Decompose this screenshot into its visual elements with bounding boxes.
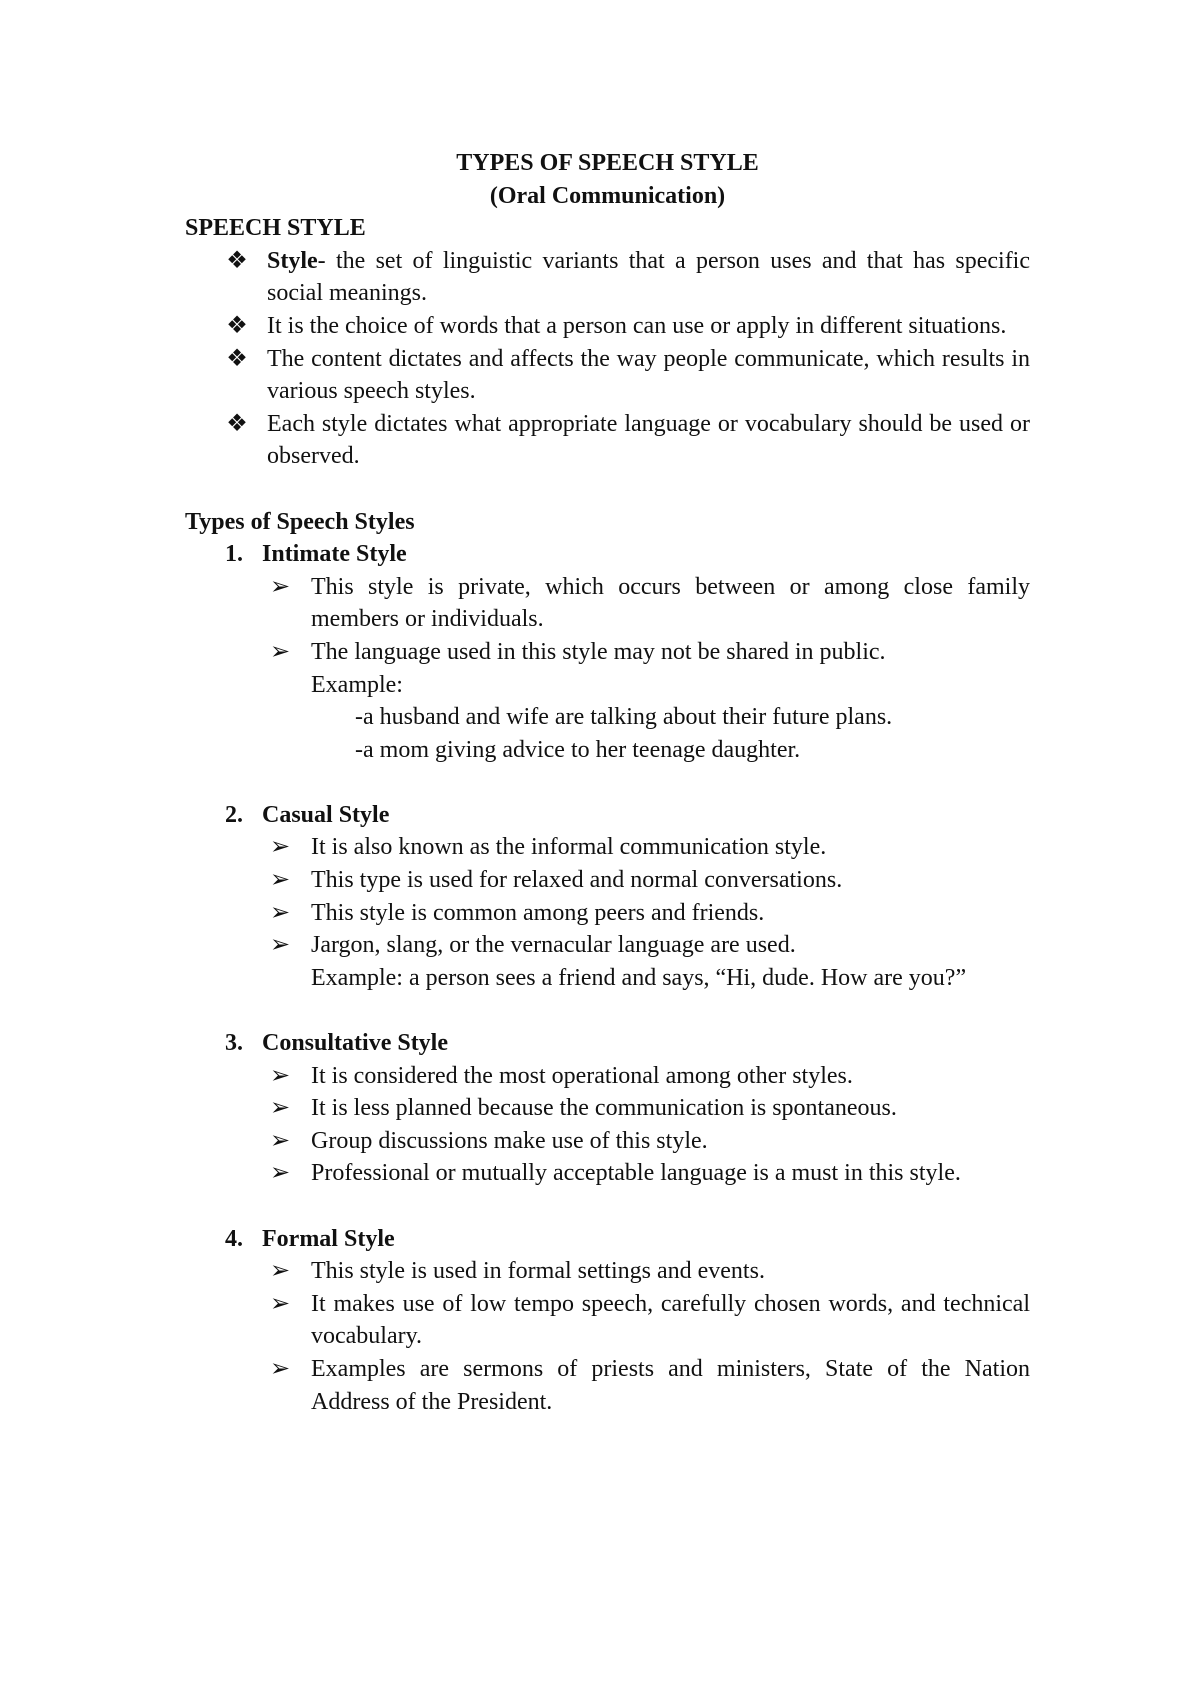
spacer bbox=[185, 994, 1030, 1027]
list-item bbox=[185, 1288, 1030, 1353]
type-heading bbox=[185, 799, 1030, 832]
type-name: Consultative Style bbox=[262, 1030, 448, 1057]
four-diamond-bullet-icon: ❖ bbox=[226, 410, 248, 437]
point-text: It is considered the most operational among other styles. bbox=[311, 1062, 853, 1089]
types-heading: Types of Speech Styles bbox=[185, 508, 415, 535]
type-points bbox=[185, 571, 1030, 669]
list-item bbox=[185, 897, 1030, 930]
definition-text: Each style dictates what appropriate language or vocabulary should be used or observed. bbox=[267, 410, 1030, 470]
type-number: 1. bbox=[225, 541, 243, 568]
point-text: This type is used for relaxed and normal conversations. bbox=[311, 867, 843, 894]
arrowhead-bullet-icon: ➢ bbox=[269, 1258, 291, 1285]
document-subtitle: (Oral Communication) bbox=[489, 182, 726, 209]
example-label: Example: bbox=[311, 671, 403, 698]
list-item bbox=[185, 831, 1030, 864]
definition-text: The content dictates and affects the way people communicate, which results in various speech styles. bbox=[267, 345, 1030, 405]
example-item: -a husband and wife are talking about their future plans. bbox=[355, 704, 893, 731]
type-points bbox=[185, 831, 1030, 961]
type-name: Intimate Style bbox=[262, 541, 407, 568]
type-number: 3. bbox=[225, 1030, 243, 1057]
type-number: 2. bbox=[225, 801, 243, 828]
arrowhead-bullet-icon: ➢ bbox=[269, 1355, 291, 1382]
definition-list bbox=[185, 245, 1030, 473]
list-item bbox=[185, 408, 1030, 473]
type-heading bbox=[185, 538, 1030, 571]
spacer bbox=[185, 766, 1030, 799]
example-item: -a mom giving advice to her teenage daughter. bbox=[355, 736, 801, 763]
definition-term: Style bbox=[267, 247, 318, 274]
type-number: 4. bbox=[225, 1225, 243, 1252]
four-diamond-bullet-icon: ❖ bbox=[226, 312, 248, 339]
section-heading: SPEECH STYLE bbox=[185, 215, 366, 242]
arrowhead-bullet-icon: ➢ bbox=[269, 1095, 291, 1122]
type-points bbox=[185, 1255, 1030, 1418]
type-name: Formal Style bbox=[262, 1225, 395, 1252]
four-diamond-bullet-icon: ❖ bbox=[226, 247, 248, 274]
list-item bbox=[185, 571, 1030, 636]
arrowhead-bullet-icon: ➢ bbox=[269, 899, 291, 926]
list-item bbox=[185, 343, 1030, 408]
list-item bbox=[185, 1255, 1030, 1288]
spacer bbox=[185, 473, 1030, 506]
point-text: This style is private, which occurs between or among close family members or individuals. bbox=[311, 573, 1030, 633]
point-text: It is also known as the informal communication style. bbox=[311, 834, 827, 861]
point-text: Group discussions make use of this style. bbox=[311, 1127, 708, 1154]
arrowhead-bullet-icon: ➢ bbox=[269, 1290, 291, 1317]
spacer bbox=[185, 1190, 1030, 1223]
point-text: It is less planned because the communication is spontaneous. bbox=[311, 1095, 897, 1122]
type-consultative-style bbox=[185, 1027, 1030, 1190]
list-item bbox=[185, 1092, 1030, 1125]
arrowhead-bullet-icon: ➢ bbox=[269, 573, 291, 600]
type-heading bbox=[185, 1027, 1030, 1060]
list-item bbox=[185, 636, 1030, 669]
arrowhead-bullet-icon: ➢ bbox=[269, 1160, 291, 1187]
arrowhead-bullet-icon: ➢ bbox=[269, 834, 291, 861]
point-text: Examples are sermons of priests and ministers, State of the Nation Address of the President. bbox=[311, 1355, 1030, 1415]
list-item bbox=[185, 1353, 1030, 1418]
type-heading bbox=[185, 1223, 1030, 1256]
list-item bbox=[185, 245, 1030, 310]
list-item bbox=[185, 864, 1030, 897]
type-intimate-style bbox=[185, 538, 1030, 766]
list-item bbox=[185, 1157, 1030, 1190]
example-inline: Example: a person sees a friend and says, “Hi, dude. How are you?” bbox=[311, 964, 967, 991]
type-casual-style bbox=[185, 799, 1030, 995]
arrowhead-bullet-icon: ➢ bbox=[269, 867, 291, 894]
list-item bbox=[185, 929, 1030, 962]
list-item bbox=[185, 1060, 1030, 1093]
arrowhead-bullet-icon: ➢ bbox=[269, 1062, 291, 1089]
document-body bbox=[185, 147, 1030, 1418]
point-text: Jargon, slang, or the vernacular language are used. bbox=[311, 932, 796, 959]
point-text: Professional or mutually acceptable language is a must in this style. bbox=[311, 1160, 961, 1187]
four-diamond-bullet-icon: ❖ bbox=[226, 345, 248, 372]
type-name: Casual Style bbox=[262, 801, 390, 828]
type-points bbox=[185, 1060, 1030, 1190]
list-item bbox=[185, 1125, 1030, 1158]
arrowhead-bullet-icon: ➢ bbox=[269, 638, 291, 665]
arrowhead-bullet-icon: ➢ bbox=[269, 932, 291, 959]
definition-text: It is the choice of words that a person can use or apply in different situations. bbox=[267, 312, 1007, 339]
point-text: It makes use of low tempo speech, carefully chosen words, and technical vocabulary. bbox=[311, 1290, 1030, 1350]
list-item bbox=[185, 310, 1030, 343]
point-text: This style is common among peers and friends. bbox=[311, 899, 765, 926]
point-text: The language used in this style may not be shared in public. bbox=[311, 638, 886, 665]
definition-text: - the set of linguistic variants that a person uses and that has specific social meanings. bbox=[267, 247, 1030, 307]
arrowhead-bullet-icon: ➢ bbox=[269, 1127, 291, 1154]
document-title: TYPES OF SPEECH STYLE bbox=[456, 150, 759, 176]
type-formal-style bbox=[185, 1223, 1030, 1419]
point-text: This style is used in formal settings and events. bbox=[311, 1258, 765, 1285]
